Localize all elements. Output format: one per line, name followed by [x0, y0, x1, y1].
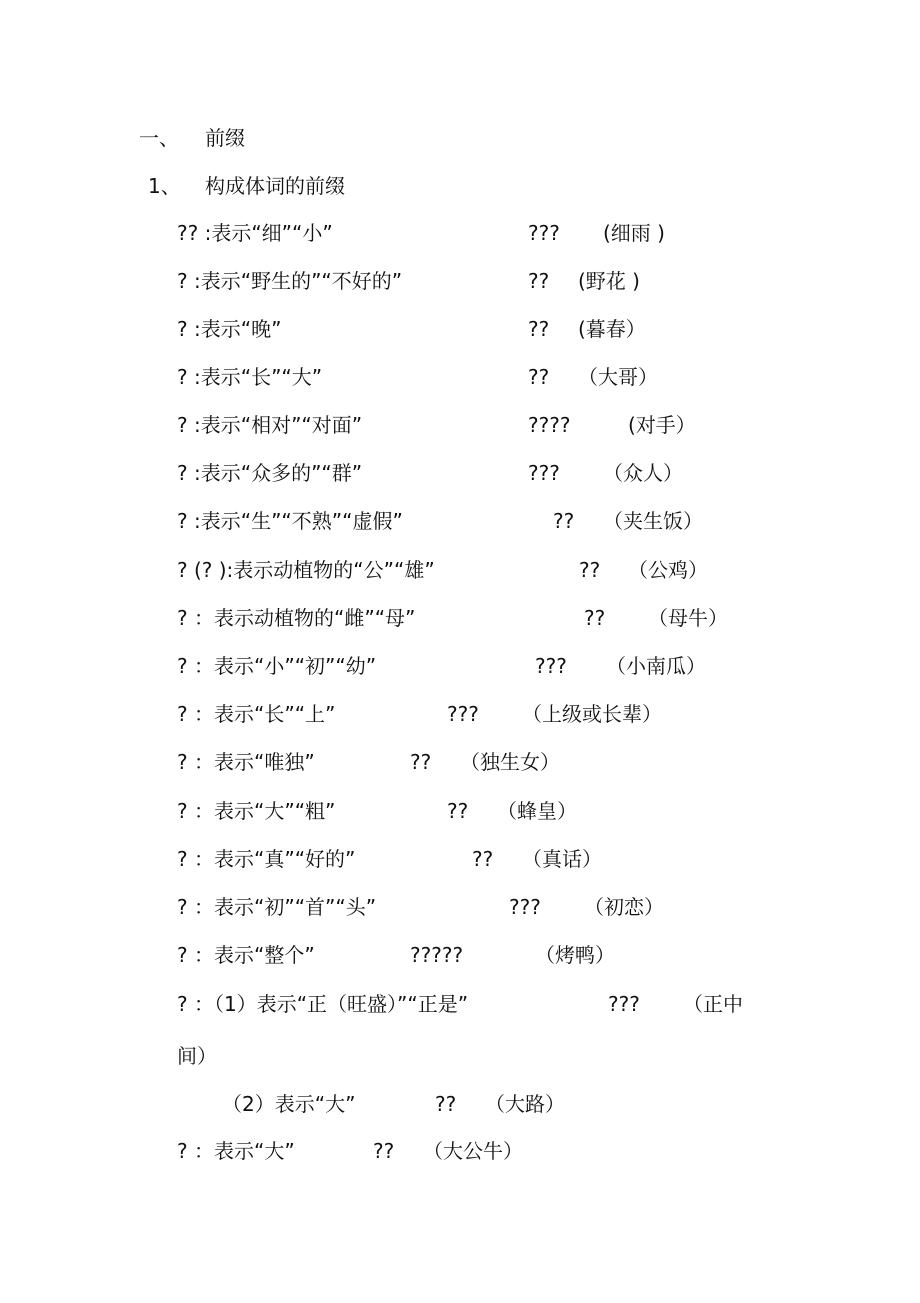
prefix-word: ??	[528, 269, 550, 293]
prefix-definition: ? (? ):表示动植物的“公”“雄”	[177, 558, 435, 582]
prefix-definition: ? ：表示“初”“首”“头”	[177, 895, 377, 919]
prefix-definition: ? ：表示“真”“好的”	[177, 847, 356, 871]
word-gloss: (野花 )	[578, 269, 640, 293]
word-gloss: (对手）	[628, 413, 696, 437]
word-gloss: (暮春）	[578, 317, 646, 341]
prefix-definition: ? ：表示“唯独”	[177, 750, 315, 774]
section-title: 前缀	[205, 126, 245, 150]
prefix-definition: ? ：表示“长”“上”	[177, 702, 336, 726]
word-gloss: （独生女）	[460, 750, 560, 774]
prefix-word: ??	[373, 1139, 395, 1163]
word-gloss: （上级或长辈）	[522, 702, 662, 726]
prefix-word: ???	[528, 461, 560, 485]
prefix-definition: ? :表示“长”“大”	[177, 365, 323, 389]
prefix-word: ??	[584, 606, 606, 630]
word-gloss: （公鸡）	[628, 558, 708, 582]
section-number: 一、	[139, 126, 179, 150]
prefix-definition: ? ：（1）表示“正（旺盛）”“正是”	[177, 992, 469, 1016]
prefix-definition: ? :表示“众多的”“群”	[177, 461, 363, 485]
word-gloss: （蜂皇）	[497, 799, 577, 823]
prefix-word: ??	[410, 750, 432, 774]
prefix-definition: ? :表示“生”“不熟”“虚假”	[177, 509, 403, 533]
word-gloss: （大公牛）	[423, 1139, 523, 1163]
prefix-word: ????	[528, 413, 571, 437]
word-gloss: （母牛）	[648, 606, 728, 630]
prefix-word: ???	[447, 702, 479, 726]
prefix-word: ???	[535, 654, 567, 678]
word-gloss: （众人）	[603, 461, 683, 485]
prefix-definition: ? :表示“相对”“对面”	[177, 413, 363, 437]
prefix-word: ???	[528, 221, 560, 245]
subsection-number: 1、	[148, 174, 181, 198]
prefix-word: ??	[528, 317, 550, 341]
prefix-word: ??	[553, 509, 575, 533]
word-gloss: （大哥）	[578, 365, 658, 389]
word-gloss: （烤鸭）	[535, 943, 615, 967]
prefix-definition: ?? :表示“细”“小”	[177, 221, 333, 245]
prefix-definition: ? ：表示“大”“粗”	[177, 799, 336, 823]
word-gloss: （大路）	[485, 1092, 565, 1116]
word-gloss: (细雨 )	[603, 221, 665, 245]
prefix-definition: ? ：表示“大”	[177, 1139, 295, 1163]
prefix-word: ??	[472, 847, 494, 871]
prefix-word: ??	[447, 799, 469, 823]
word-gloss: （初恋）	[584, 895, 664, 919]
word-gloss: （真话）	[522, 847, 602, 871]
prefix-definition: ? ：表示“整个”	[177, 943, 315, 967]
word-gloss: （夹生饭）	[603, 509, 703, 533]
prefix-definition: 间）	[177, 1044, 217, 1068]
prefix-definition: ? ：表示动植物的“雌”“母”	[177, 606, 416, 630]
prefix-definition: ? :表示“野生的”“不好的”	[177, 269, 403, 293]
prefix-definition: ? :表示“晚”	[177, 317, 282, 341]
prefix-definition: ? ：表示“小”“初”“幼”	[177, 654, 377, 678]
prefix-word: ??	[528, 365, 550, 389]
prefix-word: ?????	[410, 943, 464, 967]
prefix-word: ??	[435, 1092, 457, 1116]
subsection-title: 构成体词的前缀	[205, 174, 345, 198]
prefix-word: ??	[579, 558, 601, 582]
prefix-word: ???	[509, 895, 541, 919]
prefix-definition: （2）表示“大”	[222, 1092, 356, 1116]
prefix-word: ???	[608, 992, 640, 1016]
word-gloss: （小南瓜）	[606, 654, 706, 678]
word-gloss: （正中	[683, 992, 743, 1016]
